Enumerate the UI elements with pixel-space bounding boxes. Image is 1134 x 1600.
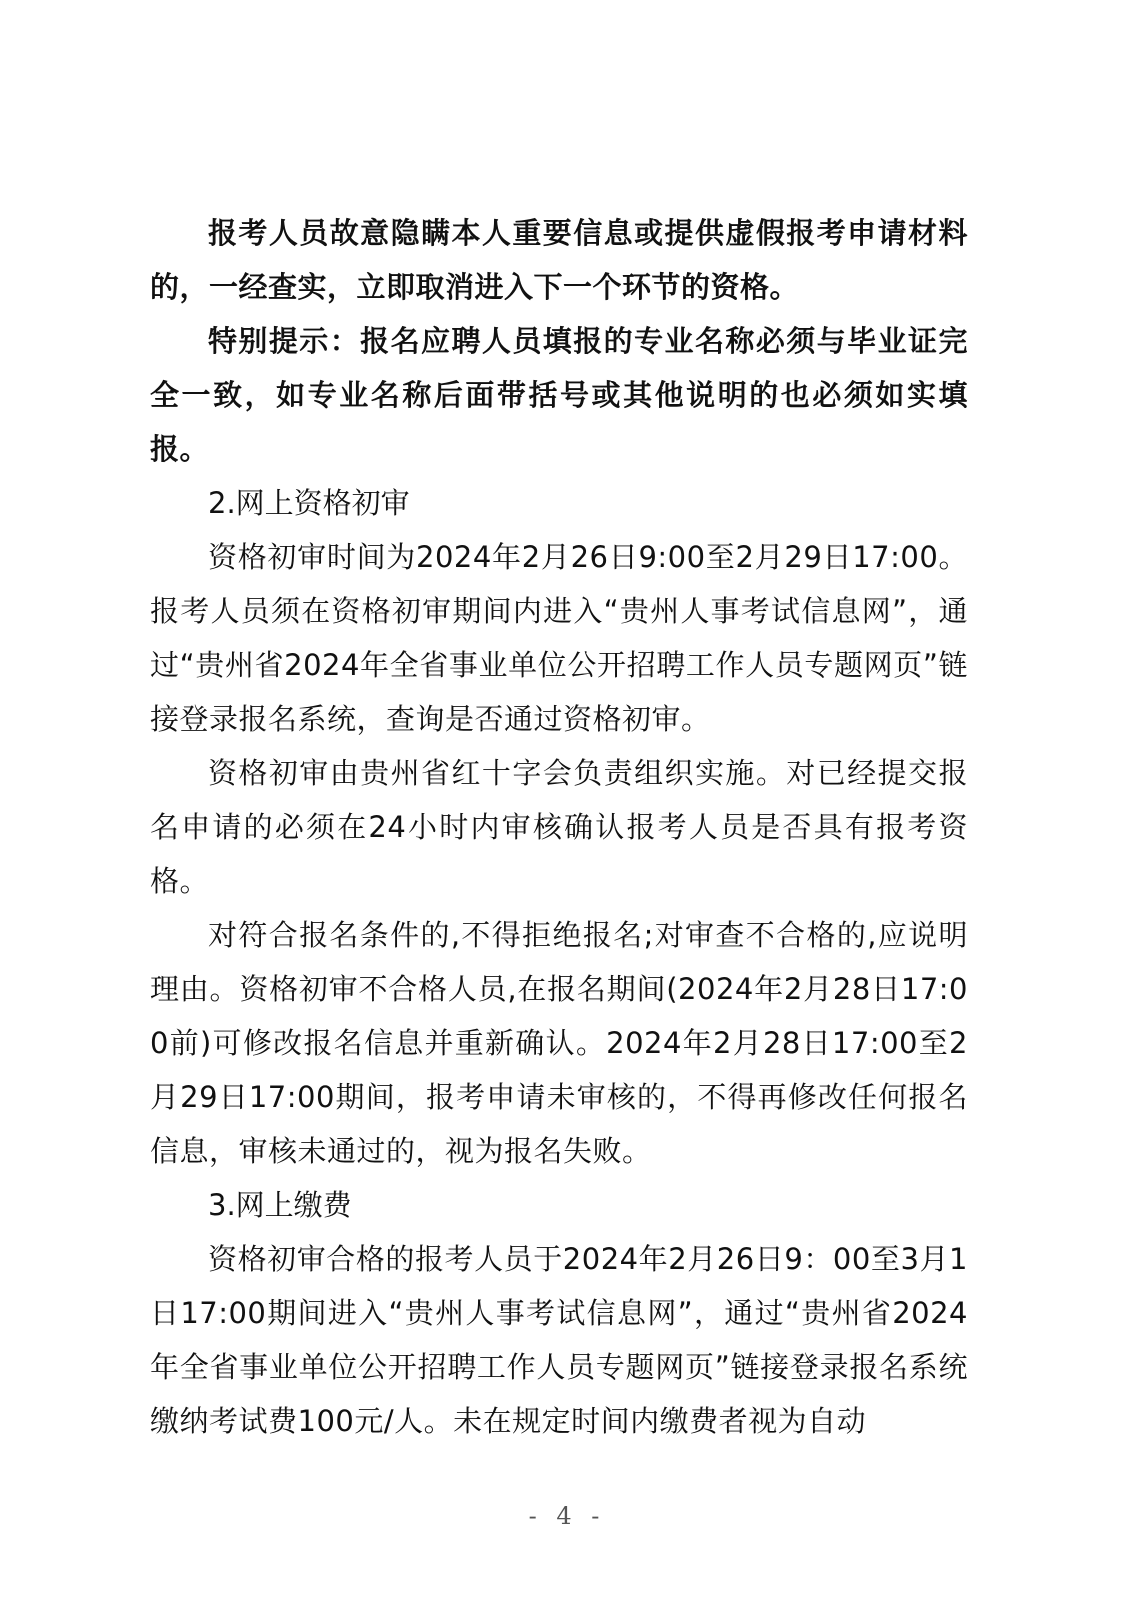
section-heading-online-qualification-review: 2.网上资格初审 — [208, 486, 410, 520]
paragraph-false-information-warning: 报考人员故意隐瞒本人重要信息或提供虚假报考申请材料的，一经查实，立即取消进入下一个环节的资格。 — [150, 216, 968, 304]
document-body — [150, 206, 968, 1448]
section-heading-online-payment: 3.网上缴费 — [208, 1188, 352, 1222]
paragraph-special-notice: 特别提示：报名应聘人员填报的专业名称必须与毕业证完全一致，如专业名称后面带括号或其他说明的也必须如实填报。 — [150, 324, 968, 466]
paragraph-payment-details: 资格初审合格的报考人员于2024年2月26日9：00至3月1日17:00期间进入“贵州人事考试信息网”，通过“贵州省2024年全省事业单位公开招聘工作人员专题网页”链接登录报名系统缴纳考试费100元/人。未在规定时间内缴费者视为自动 — [150, 1242, 968, 1438]
paragraph-review-rules: 对符合报名条件的,不得拒绝报名;对审查不合格的,应说明理由。资格初审不合格人员,在报名期间(2024年2月28日17:00前)可修改报名信息并重新确认。2024年2月28日17:00至2月29日17:00期间，报考申请未审核的，不得再修改任何报名信息，审核未通过的，视为报名失败。 — [150, 918, 968, 1168]
paragraph-review-organizer: 资格初审由贵州省红十字会负责组织实施。对已经提交报名申请的必须在24小时内审核确认报考人员是否具有报考资格。 — [150, 756, 968, 898]
page-number: - 4 - — [528, 1502, 606, 1530]
paragraph-review-time: 资格初审时间为2024年2月26日9:00至2月29日17:00。报考人员须在资格初审期间内进入“贵州人事考试信息网”，通过“贵州省2024年全省事业单位公开招聘工作人员专题网页”链接登录报名系统，查询是否通过资格初审。 — [150, 540, 968, 736]
